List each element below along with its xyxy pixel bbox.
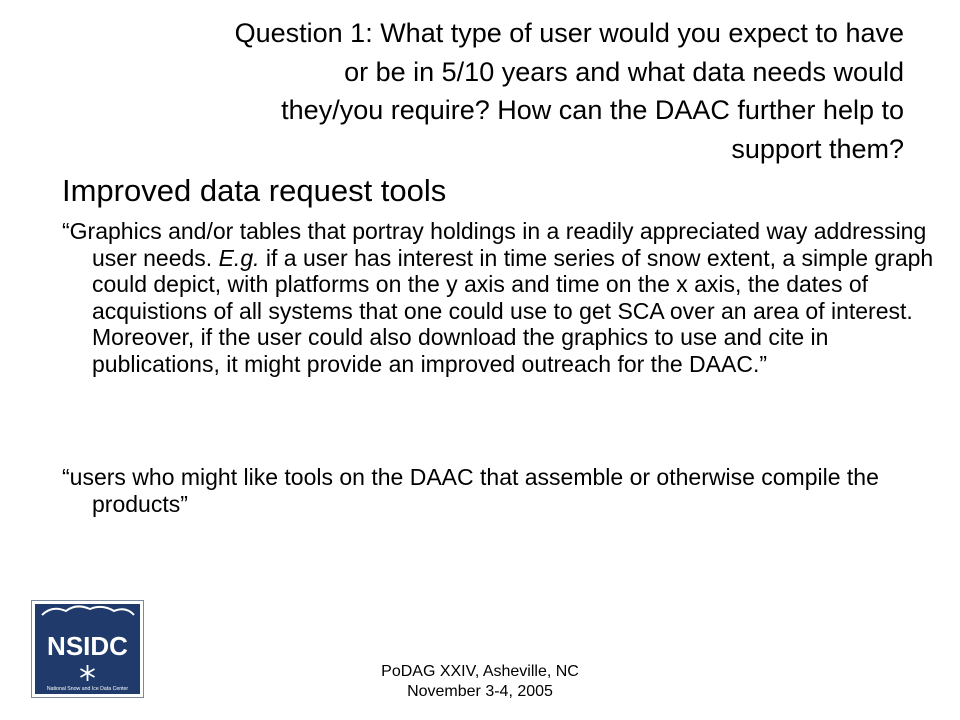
logo-subtext: National Snow and Ice Data Center bbox=[46, 686, 129, 692]
logo-graphic bbox=[32, 601, 143, 697]
quote-paragraph-2: “users who might like tools on the DAAC that assemble or otherwise compile the products” bbox=[62, 464, 879, 517]
title-line: Question 1: What type of user would you expect to have bbox=[234, 18, 904, 48]
footer-line-event: PoDAG XXIV, Asheville, NC bbox=[381, 663, 579, 680]
footer-line-date: November 3-4, 2005 bbox=[407, 683, 553, 700]
quote-paragraph-1 bbox=[62, 218, 952, 377]
quote-text: “Graphics and/or tables that portray holdings in a readily appreciated way addressing user needs. bbox=[62, 218, 927, 271]
quote-emphasis: E.g. bbox=[218, 244, 260, 271]
slide-title bbox=[44, 14, 904, 168]
title-line: or be in 5/10 years and what data needs would bbox=[344, 56, 904, 87]
quote-text: if a user has interest in time series of snow extent, a simple graph could depict, with platforms on the y axis and time on the x axis, the dates of acquistions of all systems that one could use to get SCA over an area of interest. Moreover, if the user could also download the graphics to use and cite in publications, it might provide an improved outreach for the DAAC.” bbox=[92, 244, 934, 377]
footer bbox=[280, 662, 680, 702]
title-line: they/you require? How can the DAAC further help to bbox=[281, 95, 904, 125]
section-heading: Improved data request tools bbox=[62, 173, 447, 208]
title-line: support them? bbox=[731, 133, 904, 164]
nsidc-logo bbox=[31, 600, 144, 698]
logo-text: NSIDC bbox=[47, 631, 128, 661]
